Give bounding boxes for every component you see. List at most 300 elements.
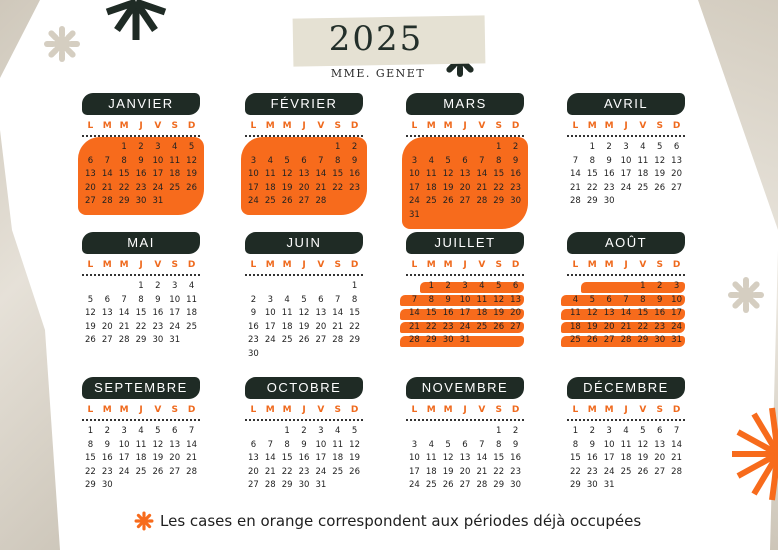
day-cell: 16 — [510, 453, 521, 464]
day-cell: 6 — [673, 142, 680, 152]
day-cell: 19 — [85, 321, 96, 332]
day-cell: 15 — [281, 453, 293, 464]
day-cell: 28 — [476, 196, 488, 207]
day-cell: 1 — [87, 426, 94, 436]
day-cell: 1 — [496, 426, 502, 436]
day-cell: 8 — [572, 439, 579, 450]
empty-cell — [279, 141, 296, 155]
day-cell: 7 — [121, 294, 127, 305]
days-grid — [82, 280, 200, 348]
day-cell: 22 — [118, 182, 130, 193]
day-cell: 17 — [409, 466, 420, 477]
days-grid — [82, 425, 200, 493]
day-cell: 4 — [428, 439, 434, 450]
day-cell: 8 — [589, 155, 595, 166]
day-cell: 6 — [301, 155, 307, 166]
day-cell: 14 — [332, 308, 344, 319]
empty-cell — [245, 425, 262, 439]
weekday-label: L — [250, 121, 257, 131]
day-cell: 19 — [298, 321, 310, 332]
weekday-label: J — [624, 260, 628, 270]
day-cell: 11 — [637, 155, 649, 166]
day-cell: 17 — [671, 308, 682, 319]
day-cell: 17 — [315, 453, 327, 464]
day-cell: 7 — [623, 294, 629, 305]
weekday-label: J — [463, 260, 467, 270]
day-cell: 4 — [335, 426, 341, 436]
day-cell: 22 — [637, 321, 649, 332]
weekday-label: S — [495, 405, 502, 415]
weekday-header — [406, 260, 524, 272]
day-cell: 21 — [476, 466, 488, 477]
day-cell: 24 — [118, 466, 130, 477]
day-cell: 6 — [250, 439, 257, 450]
weekday-label: D — [350, 405, 359, 415]
empty-cell — [457, 425, 474, 439]
day-cell: 27 — [169, 466, 181, 477]
weekday-label: S — [171, 405, 178, 415]
day-cell: 24 — [459, 321, 471, 332]
weekday-label: J — [463, 121, 467, 131]
weekday-label: V — [154, 405, 162, 415]
day-cell: 20 — [248, 466, 259, 477]
day-cell: 12 — [442, 453, 454, 464]
day-cell: 30 — [510, 196, 521, 207]
weekday-label: S — [334, 260, 341, 270]
day-cell: 22 — [349, 321, 360, 332]
day-cell: 12 — [586, 308, 598, 319]
weekday-label: L — [411, 121, 418, 131]
day-cell: 5 — [155, 426, 161, 436]
day-cell: 26 — [186, 182, 197, 193]
day-cell: 25 — [169, 182, 181, 193]
day-cell: 14 — [101, 169, 113, 180]
day-cell: 12 — [85, 308, 96, 319]
orange-flower-icon — [134, 511, 154, 531]
day-cell: 4 — [428, 155, 434, 166]
day-cell: 3 — [673, 281, 680, 291]
weekday-label: V — [154, 121, 162, 131]
day-cell: 15 — [493, 169, 505, 180]
day-cell: 3 — [606, 426, 612, 436]
day-cell: 17 — [459, 308, 471, 319]
day-cell: 5 — [445, 439, 451, 450]
day-cell: 10 — [169, 294, 181, 305]
weekday-label: M — [102, 405, 112, 415]
weekday-header — [567, 405, 685, 417]
day-cell: 13 — [603, 308, 615, 319]
day-cell: 29 — [349, 335, 360, 346]
day-cell: 21 — [118, 321, 130, 332]
day-cell: 24 — [671, 321, 682, 332]
empty-cell — [99, 280, 116, 294]
day-cell: 29 — [281, 480, 293, 491]
weekday-label: D — [511, 260, 520, 270]
empty-cell — [329, 280, 346, 294]
day-cell: 18 — [169, 169, 181, 180]
day-cell: 14 — [315, 169, 327, 180]
day-cell: 21 — [620, 321, 632, 332]
day-cell: 19 — [186, 169, 197, 180]
day-cell: 3 — [155, 142, 161, 152]
day-cell: 4 — [640, 142, 646, 152]
day-cell: 20 — [510, 308, 521, 319]
day-cell: 19 — [442, 466, 454, 477]
weekday-label: S — [171, 260, 178, 270]
day-cell: 29 — [135, 335, 147, 346]
day-cell: 1 — [284, 426, 290, 436]
day-cell: 11 — [425, 453, 437, 464]
day-cell: 21 — [671, 453, 682, 464]
day-cell: 29 — [85, 480, 96, 491]
day-cell: 4 — [479, 281, 485, 291]
day-cell: 24 — [169, 321, 181, 332]
day-cell: 19 — [586, 321, 598, 332]
empty-cell — [406, 425, 423, 439]
weekday-label: M — [102, 260, 112, 270]
weekday-label: V — [154, 260, 162, 270]
day-cell: 6 — [657, 426, 663, 436]
day-cell: 27 — [510, 321, 521, 332]
day-cell: 28 — [186, 466, 197, 477]
day-cell: 31 — [152, 196, 164, 207]
day-cell: 12 — [281, 169, 293, 180]
day-cell: 19 — [349, 453, 360, 464]
day-cell: 28 — [476, 480, 488, 491]
day-cell: 29 — [425, 335, 437, 346]
day-cell: 1 — [572, 426, 579, 436]
month-name: DÉCEMBRE — [567, 377, 685, 399]
month-block — [406, 377, 528, 507]
month-block — [567, 232, 689, 362]
day-cell: 3 — [623, 142, 629, 152]
days-grid — [406, 425, 524, 493]
empty-cell — [312, 280, 329, 294]
day-cell: 26 — [654, 182, 666, 193]
day-cell: 5 — [87, 294, 94, 305]
weekday-label: D — [187, 121, 196, 131]
sun-burst-icon — [728, 406, 778, 502]
empty-cell — [440, 141, 457, 155]
weekday-label: M — [587, 121, 597, 131]
day-cell: 24 — [152, 182, 164, 193]
day-cell: 31 — [409, 209, 420, 220]
day-cell: 16 — [152, 308, 164, 319]
weekday-label: S — [656, 260, 663, 270]
day-cell: 15 — [349, 308, 360, 319]
day-cell: 2 — [445, 281, 451, 291]
dotted-divider — [82, 419, 200, 421]
empty-cell — [440, 425, 457, 439]
weekday-label: V — [317, 405, 325, 415]
empty-cell — [473, 425, 490, 439]
day-cell: 17 — [603, 453, 615, 464]
weekday-label: M — [282, 405, 292, 415]
weekday-label: M — [119, 260, 129, 270]
day-cell: 6 — [606, 294, 612, 305]
day-cell: 5 — [589, 294, 595, 305]
weekday-label: J — [624, 121, 628, 131]
day-cell: 23 — [654, 321, 666, 332]
day-cell: 21 — [186, 453, 197, 464]
weekday-header — [245, 260, 363, 272]
weekday-label: M — [604, 121, 614, 131]
day-cell: 27 — [298, 196, 310, 207]
day-cell: 29 — [570, 480, 581, 491]
month-block — [567, 377, 689, 507]
day-cell: 31 — [315, 480, 327, 491]
day-cell: 5 — [301, 294, 307, 305]
day-cell: 24 — [315, 466, 327, 477]
day-cell: 18 — [620, 453, 632, 464]
day-cell: 3 — [267, 294, 273, 305]
day-cell: 31 — [671, 335, 682, 346]
day-cell: 4 — [267, 155, 273, 166]
weekday-label: M — [426, 121, 436, 131]
weekday-label: L — [572, 260, 579, 270]
day-cell: 7 — [411, 294, 418, 305]
day-cell: 4 — [284, 294, 290, 305]
empty-cell — [423, 425, 440, 439]
day-cell: 27 — [101, 335, 113, 346]
weekday-label: L — [87, 405, 94, 415]
day-cell: 12 — [493, 294, 505, 305]
day-cell: 13 — [654, 439, 666, 450]
day-cell: 24 — [409, 196, 420, 207]
empty-cell — [82, 141, 99, 155]
day-cell: 27 — [85, 196, 96, 207]
month-name: OCTOBRE — [245, 377, 363, 399]
empty-cell — [473, 141, 490, 155]
day-cell: 10 — [459, 294, 471, 305]
weekday-label: S — [656, 121, 663, 131]
month-name: JUILLET — [406, 232, 524, 254]
day-cell: 25 — [570, 335, 581, 346]
day-cell: 5 — [657, 142, 663, 152]
day-cell: 9 — [657, 294, 663, 305]
weekday-label: V — [478, 121, 486, 131]
day-cell: 4 — [188, 281, 195, 291]
day-cell: 13 — [315, 308, 327, 319]
weekday-label: D — [672, 121, 681, 131]
day-cell: 12 — [637, 439, 649, 450]
day-cell: 2 — [351, 142, 358, 152]
day-cell: 25 — [620, 466, 632, 477]
weekday-label: D — [511, 121, 520, 131]
empty-cell — [99, 141, 116, 155]
empty-cell — [423, 141, 440, 155]
day-cell: 13 — [298, 169, 310, 180]
month-block — [406, 93, 528, 223]
day-cell: 28 — [570, 196, 581, 207]
weekday-label: J — [139, 260, 143, 270]
day-cell: 24 — [264, 335, 276, 346]
day-cell: 30 — [586, 480, 598, 491]
day-cell: 16 — [135, 169, 147, 180]
day-cell: 7 — [267, 439, 273, 450]
empty-cell — [457, 141, 474, 155]
day-cell: 20 — [169, 453, 181, 464]
day-cell: 1 — [335, 142, 341, 152]
day-cell: 10 — [409, 453, 420, 464]
day-cell: 23 — [298, 466, 310, 477]
day-cell: 25 — [135, 466, 147, 477]
day-cell: 24 — [603, 466, 615, 477]
day-cell: 15 — [570, 453, 581, 464]
day-cell: 2 — [250, 294, 257, 305]
day-cell: 22 — [586, 182, 598, 193]
day-cell: 6 — [462, 155, 468, 166]
day-cell: 17 — [620, 169, 632, 180]
day-cell: 9 — [589, 439, 595, 450]
day-cell: 12 — [152, 439, 164, 450]
dotted-divider — [406, 419, 524, 421]
weekday-label: V — [639, 121, 647, 131]
day-cell: 22 — [135, 321, 147, 332]
month-block — [245, 232, 367, 362]
weekday-label: V — [317, 121, 325, 131]
weekday-label: V — [478, 260, 486, 270]
day-cell: 26 — [586, 335, 598, 346]
day-cell: 13 — [85, 169, 96, 180]
day-cell: 15 — [637, 308, 649, 319]
day-cell: 2 — [301, 426, 307, 436]
day-cell: 18 — [637, 169, 649, 180]
day-cell: 7 — [673, 426, 680, 436]
weekday-label: M — [604, 405, 614, 415]
day-cell: 9 — [155, 294, 161, 305]
dotted-divider — [567, 419, 685, 421]
empty-cell — [116, 280, 133, 294]
day-cell: 2 — [155, 281, 161, 291]
day-cell: 9 — [104, 439, 110, 450]
weekday-label: M — [265, 260, 275, 270]
weekday-label: J — [302, 260, 306, 270]
day-cell: 30 — [298, 480, 310, 491]
weekday-label: M — [102, 121, 112, 131]
day-cell: 28 — [101, 196, 113, 207]
day-cell: 26 — [85, 335, 96, 346]
month-block — [245, 377, 367, 507]
day-cell: 6 — [104, 294, 110, 305]
empty-cell — [279, 280, 296, 294]
day-cell: 18 — [425, 466, 437, 477]
day-cell: 25 — [281, 335, 293, 346]
day-cell: 28 — [620, 335, 632, 346]
day-cell: 10 — [409, 169, 420, 180]
day-cell: 13 — [671, 155, 682, 166]
day-cell: 10 — [671, 294, 682, 305]
day-cell: 17 — [152, 169, 164, 180]
day-cell: 14 — [671, 439, 682, 450]
day-cell: 22 — [85, 466, 96, 477]
day-cell: 3 — [318, 426, 324, 436]
weekday-label: V — [478, 405, 486, 415]
days-grid — [567, 141, 685, 209]
day-cell: 13 — [459, 453, 471, 464]
day-cell: 19 — [493, 308, 505, 319]
day-cell: 18 — [332, 453, 344, 464]
weekday-label: D — [672, 405, 681, 415]
month-block — [406, 232, 528, 362]
month-name: MAI — [82, 232, 200, 254]
day-cell: 23 — [510, 182, 521, 193]
day-cell: 7 — [318, 155, 324, 166]
weekday-header — [82, 405, 200, 417]
day-cell: 16 — [101, 453, 113, 464]
day-cell: 17 — [264, 321, 276, 332]
day-cell: 7 — [104, 155, 110, 166]
day-cell: 10 — [152, 155, 164, 166]
day-cell: 9 — [512, 155, 519, 166]
day-cell: 1 — [428, 281, 434, 291]
dotted-divider — [245, 419, 363, 421]
weekday-header — [245, 121, 363, 133]
weekday-label: J — [463, 405, 467, 415]
day-cell: 8 — [138, 294, 144, 305]
day-cell: 23 — [586, 466, 598, 477]
day-cell: 26 — [298, 335, 310, 346]
day-cell: 13 — [169, 439, 181, 450]
day-cell: 19 — [152, 453, 164, 464]
weekday-header — [406, 405, 524, 417]
days-grid — [567, 425, 685, 493]
day-cell: 29 — [493, 480, 505, 491]
weekday-label: L — [572, 121, 579, 131]
day-cell: 28 — [409, 335, 420, 346]
day-cell: 16 — [442, 308, 454, 319]
day-cell: 23 — [101, 466, 113, 477]
day-cell: 2 — [138, 142, 144, 152]
day-cell: 18 — [135, 453, 147, 464]
day-cell: 7 — [335, 294, 341, 305]
day-cell: 2 — [657, 281, 663, 291]
day-cell: 28 — [315, 196, 327, 207]
dotted-divider — [245, 274, 363, 276]
empty-cell — [584, 280, 601, 294]
day-cell: 27 — [248, 480, 259, 491]
day-cell: 8 — [428, 294, 434, 305]
weekday-label: M — [443, 405, 453, 415]
day-cell: 17 — [118, 453, 130, 464]
month-name: AOÛT — [567, 232, 685, 254]
day-cell: 14 — [186, 439, 197, 450]
month-block — [82, 232, 204, 362]
empty-cell — [296, 141, 313, 155]
day-cell: 1 — [496, 142, 502, 152]
day-cell: 5 — [496, 281, 502, 291]
day-cell: 21 — [570, 182, 581, 193]
day-cell: 2 — [589, 426, 595, 436]
day-cell: 9 — [445, 294, 451, 305]
weekday-label: D — [350, 121, 359, 131]
weekday-label: S — [495, 260, 502, 270]
weekday-label: M — [426, 405, 436, 415]
weekday-label: M — [265, 405, 275, 415]
day-cell: 1 — [121, 142, 127, 152]
day-cell: 30 — [101, 480, 113, 491]
legend — [134, 511, 641, 531]
day-cell: 19 — [654, 169, 666, 180]
day-cell: 5 — [284, 155, 290, 166]
day-cell: 23 — [152, 321, 164, 332]
day-cell: 15 — [586, 169, 598, 180]
day-cell: 2 — [104, 426, 110, 436]
day-cell: 11 — [135, 439, 147, 450]
day-cell: 5 — [640, 426, 646, 436]
flower-icon — [727, 276, 765, 314]
day-cell: 23 — [442, 321, 454, 332]
